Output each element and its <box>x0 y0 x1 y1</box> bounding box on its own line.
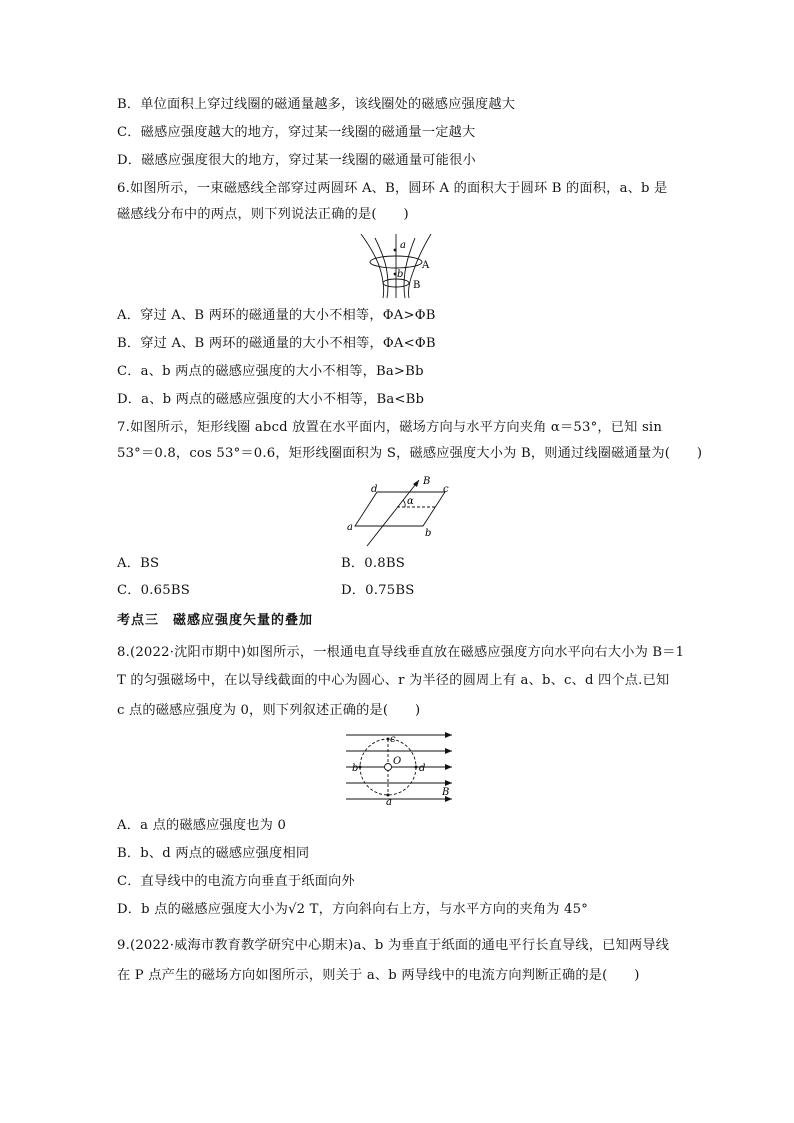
q6-option-a: A．穿过 A、B 两环的磁通量的大小不相等，ΦA>ΦB <box>117 308 436 323</box>
wire-cross-section <box>385 764 392 771</box>
label-b: b <box>425 528 432 539</box>
label-b: b <box>397 269 404 280</box>
point-b <box>394 273 397 276</box>
label-d: d <box>371 484 378 495</box>
q6-option-d: D．a、b 两点的磁感应强度的大小不相等，Ba<Bb <box>117 392 425 407</box>
q8-stem-line-1: 8.(2022·沈阳市期中)如图所示，一根通电直导线垂直放在磁感应强度方向水平向右大小为 B＝1 <box>117 645 685 660</box>
label-alpha: α <box>407 496 414 507</box>
section-heading: 考点三 磁感应强度矢量的叠加 <box>117 613 314 628</box>
label-a: a <box>400 240 406 251</box>
q9-stem-line-1: 9.(2022·威海市教育教学研究中心期末)a、b 为垂直于纸面的通电平行长直导线，已知两导线 <box>117 938 670 953</box>
q5-option-d: D．磁感应强度很大的地方，穿过某一线圈的磁通量可能很小 <box>117 153 476 168</box>
q6-stem-line-1: 6.如图所示，一束磁感线全部穿过两圆环 A、B，圆环 A 的面积大于圆环 B 的面积，a、b 是 <box>117 181 668 196</box>
q7-stem-line-1: 7.如图所示，矩形线圈 abcd 放置在水平面内，磁场方向与水平方向夹角 α＝53°，已知 sin <box>117 420 663 435</box>
q8-option-c: C．直导线中的电流方向垂直于纸面向外 <box>117 874 355 889</box>
label-a: a <box>347 522 353 533</box>
q7-figure-coil <box>345 472 460 548</box>
label-A: A <box>422 260 430 271</box>
label-a: a <box>386 797 392 805</box>
q8-option-d: D．b 点的磁感应强度大小为√2 T，方向斜向右上方，与水平方向的夹角为 45° <box>117 902 588 917</box>
label-d: d <box>419 763 426 774</box>
coil-abcd <box>355 492 445 526</box>
q6-stem-line-2: 磁感线分布中的两点，则下列说法正确的是( ) <box>117 207 409 222</box>
label-b: b <box>352 763 359 774</box>
label-c: c <box>443 484 449 495</box>
q6-option-b: B．穿过 A、B 两环的磁通量的大小不相等，ΦA<ΦB <box>117 336 436 351</box>
point-b <box>359 766 362 769</box>
q8-stem-line-3: c 点的磁感应强度为 0，则下列叙述正确的是( ) <box>117 703 421 718</box>
q7-option-b: B．0.8BS <box>341 556 405 571</box>
point-d <box>415 766 418 769</box>
q8-figure-field <box>342 729 460 805</box>
label-B: B <box>423 476 431 487</box>
q9-stem-line-2: 在 P 点产生的磁场方向如图所示，则关于 a、b 两导线中的电流方向判断正确的是( ) <box>117 968 640 983</box>
q7-option-c: C．0.65BS <box>117 583 190 598</box>
q6-option-c: C．a、b 两点的磁感应强度的大小不相等，Ba>Bb <box>117 364 424 379</box>
field-line-left-outer <box>361 234 384 298</box>
q5-option-b: B．单位面积上穿过线圈的磁通量越多，该线圈处的磁感应强度越大 <box>117 97 516 112</box>
label-B: B <box>442 787 450 798</box>
q6-figure-rings <box>355 228 445 300</box>
q7-stem-line-2: 53°＝0.8，cos 53°＝0.6，矩形线圈面积为 S，磁感应强度大小为 B，则通过线圈磁通量为( ) <box>117 446 703 461</box>
point-a <box>394 249 397 252</box>
label-O: O <box>393 756 402 767</box>
angle-arc <box>403 500 405 507</box>
label-B: B <box>413 280 421 291</box>
q7-option-a: A．BS <box>117 556 160 571</box>
q8-option-a: A．a 点的磁感应强度也为 0 <box>117 818 287 833</box>
q5-option-c: C．磁感应强度越大的地方，穿过某一线圈的磁通量一定越大 <box>117 125 476 140</box>
q8-option-b: B．b、d 两点的磁感应强度相同 <box>117 846 310 861</box>
label-c: c <box>390 734 396 745</box>
q8-stem-line-2: T 的匀强磁场中，在以导线截面的中心为圆心、r 为半径的圆周上有 a、b、c、d 四个点.已知 <box>117 673 670 688</box>
q7-option-d: D．0.75BS <box>341 583 415 598</box>
